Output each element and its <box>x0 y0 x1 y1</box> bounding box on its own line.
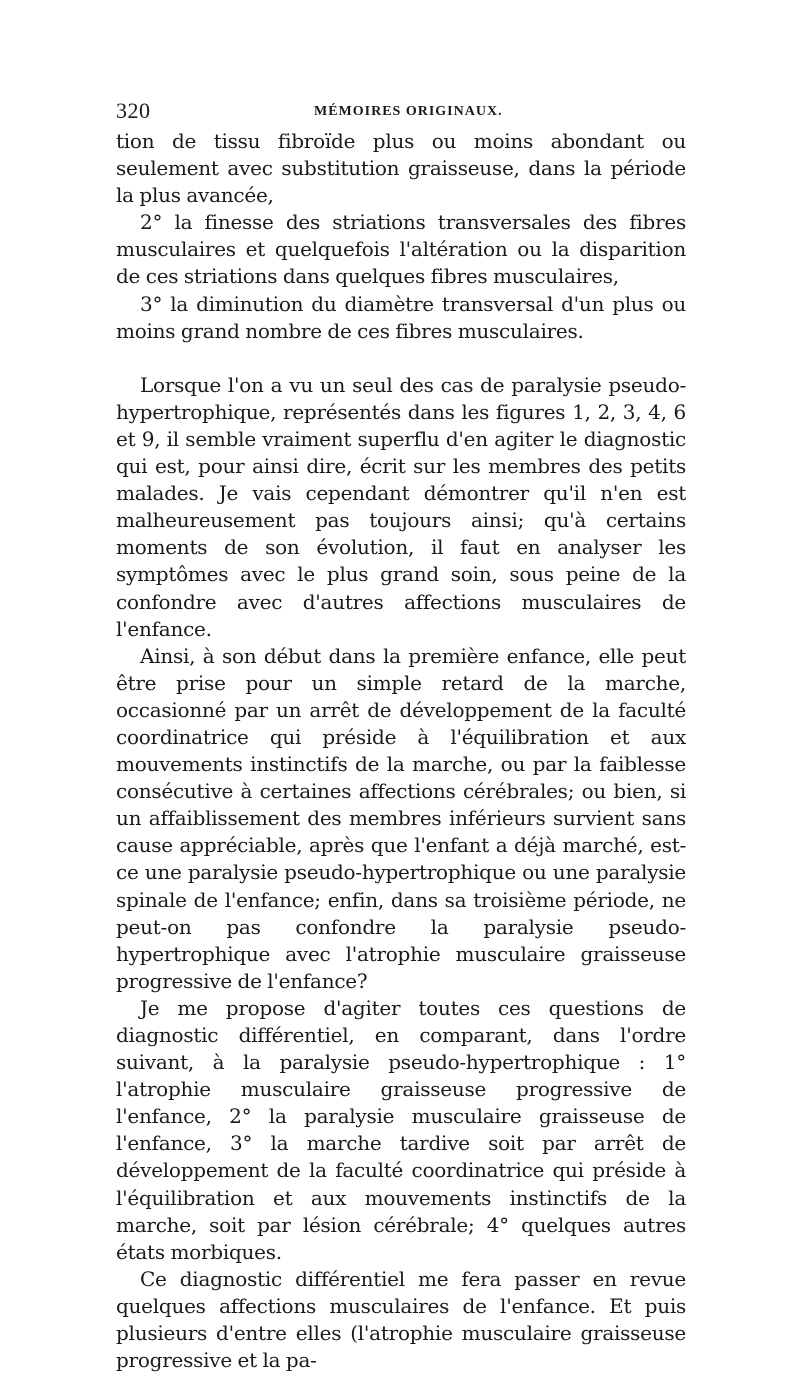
book-page <box>116 98 686 1374</box>
paragraph-item-2: 2° la finesse des striations transversales des fibres musculaires et quelquefois l'altération ou la disparition de ces striations dans quelques fibres musculaires, <box>116 210 686 289</box>
paragraph-review: Ce diagnostic différentiel me fera passer en revue quelques affections musculaires de l'enfance. Et puis plusieurs d'entre elles (l'atrophie musculaire graisseuse progressive et la pa- <box>116 1266 686 1373</box>
running-title: MÉMOIRES ORIGINAUX. <box>314 104 503 119</box>
running-header <box>116 98 686 128</box>
page-number: 320 <box>116 98 151 123</box>
paragraph-differential-plan: Je me propose d'agiter toutes ces questions de diagnostic différentiel, en comparant, dans l'ordre suivant, à la paralysie pseudo-hypertrophique : 1° l'atrophie musculaire graisseuse progressive de l'enfance, 2° la paralysie musculaire graisseuse de l'enfance, 3° la marche tardive soit par arrêt de développement de la faculté coordinatrice qui préside à l'équilibration et aux mouvements instinctifs de la marche, soit par lésion cérébrale; 4° quelques autres états morbiques. <box>116 995 686 1264</box>
paragraph-continuation: tion de tissu fibroïde plus ou moins abondant ou seulement avec substitution graisseuse, dans la période la plus avancée, <box>116 129 686 208</box>
paragraph-diagnosis-intro: Lorsque l'on a vu un seul des cas de paralysie pseudo-hypertrophique, représentés dans les figures 1, 2, 3, 4, 6 et 9, il semble vraiment superflu d'en agiter le diagnostic qui est, pour ainsi dire, écrit sur les membres des petits malades. Je vais cependant démontrer qu'il n'en est malheureusement pas toujours ainsi; qu'à certains moments de son évolution, il faut en analyser les symptômes avec le plus grand soin, sous peine de la confondre avec d'autres affections musculaires de l'enfance. <box>116 372 686 641</box>
paragraph-item-3: 3° la diminution du diamètre transversal d'un plus ou moins grand nombre de ces fibres musculaires. <box>116 291 686 343</box>
paragraph-early-onset: Ainsi, à son début dans la première enfance, elle peut être prise pour un simple retard de la marche, occasionné par un arrêt de développement de la faculté coordinatrice qui préside à l'équilibration et aux mouvements instinctifs de la marche, ou par la faiblesse consécutive à certaines affections cérébrales; ou bien, si un affaiblissement des membres inférieurs survient sans cause appréciable, après que l'enfant a déjà marché, est-ce une paralysie pseudo-hypertrophique ou une paralysie spinale de l'enfance; enfin, dans sa troisième période, ne peut-on pas confondre la paralysie pseudo-hypertrophique avec l'atrophie musculaire graisseuse progressive de l'enfance? <box>116 643 686 993</box>
